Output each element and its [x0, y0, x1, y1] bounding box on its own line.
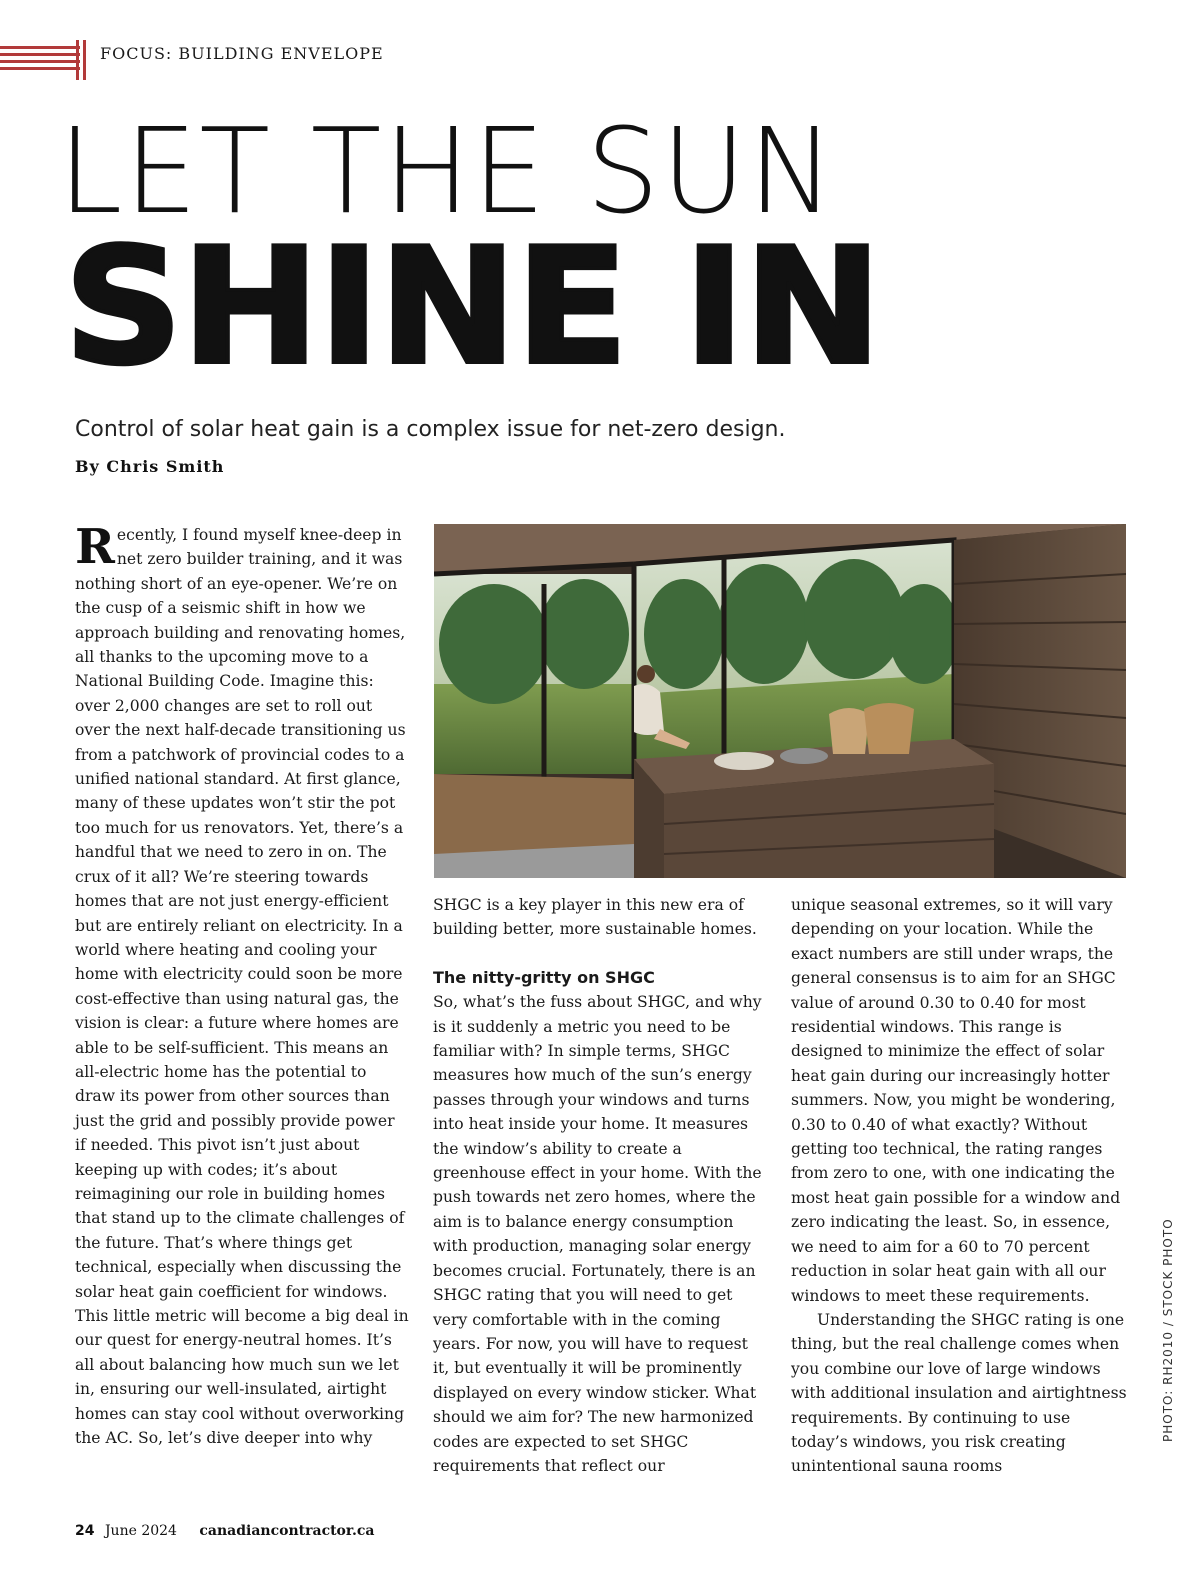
header-accent-bars — [0, 40, 80, 80]
section-subhead: The nitty-gritty on SHGC — [433, 967, 655, 987]
body-text: unique seasonal extremes, so it will vary depending on your location. While the exact numbers are still under wraps, the general consensus is to aim for an SHGC value of around 0.30 to 0.40 for most residential windows. This range is designed to minimize the effect of solar heat gain during our increasingly hotter summers. Now, you might be wondering, 0.30 to 0.40 of what exactly? Without getting too technical, the rating ranges from zero to one, with one indicating the most heat gain possible for a window and zero indicating the least. So, in essence, we need to aim for a 60 to 70 percent reduction in solar heat gain with all our windows to meet these requirements. — [791, 896, 1121, 1305]
section-label: FOCUS: BUILDING ENVELOPE — [100, 44, 384, 63]
cabin-window-photo — [434, 524, 1126, 878]
deck-subtitle: Control of solar heat gain is a complex issue for net-zero design. — [75, 417, 786, 442]
headline-line-1: LET THE SUN — [58, 102, 837, 240]
page-number: 24 — [75, 1523, 95, 1539]
byline: By Chris Smith — [75, 457, 225, 476]
body-column-3 — [791, 893, 1127, 1479]
body-text: SHGC is a key player in this new era of building better, more sustainable homes. — [433, 896, 757, 939]
headline-line-2: SHINE IN — [64, 213, 881, 400]
body-text: Understanding the SHGC rating is one thing, but the real challenge comes when you combine our love of large windows with additional insulation and airtightness requirements. By continuing to use today’s windows, you risk creating unintentional sauna rooms — [791, 1310, 1127, 1476]
photo-credit: PHOTO: RH2010 / STOCK PHOTO — [1161, 1218, 1175, 1442]
page-footer — [75, 1523, 374, 1539]
body-column-2 — [433, 893, 769, 1478]
dropcap: R — [75, 519, 115, 575]
article-photo — [434, 524, 1126, 878]
issue-date: June 2024 — [104, 1523, 177, 1539]
body-text: So, what’s the fuss about SHGC, and why is it suddenly a metric you need to be familiar with? In simple terms, SHGC measures how much of the sun’s energy passes through your windows and turns into heat inside your home. It measures the window’s ability to create a greenhouse effect in your home. With the push towards net zero homes, where the aim is to balance energy consumption with production, managing solar energy becomes crucial. Fortunately, there is an SHGC rating that you will need to get very comfortable with in the coming years. For now, you will have to request it, but eventually it will be prominently displayed on every window sticker. What should we aim for? The new harmonized codes are expected to set SHGC requirements that reflect our — [433, 993, 762, 1475]
body-text: ecently, I found myself knee-deep in net zero builder training, and it was nothing short of an eye-opener. We’re on the cusp of a seismic shift in how we approach building and renovating homes, all thanks to the upcoming move to a National Building Code. Imagine this: over 2,000 changes are set to roll out over the next half-decade transitioning us from a patchwork of provincial codes to a unified national standard. At first glance, many of these updates won’t stir the pot too much for us renovators. Yet, there’s a handful that we need to zero in on. The crux of it all? We’re steering towards homes that are not just energy-efficient but are entirely reliant on electricity. In a world where heating and cooling your home with electricity could soon be more cost-effective than using natural gas, the vision is clear: a future where homes are able to be self-sufficient. This means an all-electric home has the potential to draw its power from other sources than just the grid and possibly provide power if needed. This pivot isn’t just about keeping up with codes; it’s about reimagining our role in building homes that stand up to the climate challenges of the future. That’s where things get technical, especially when discussing the solar heat gain coefficient for windows. This little metric will become a big deal in our quest for energy-neutral homes. It’s all about balancing how much sun we let in, ensuring our well-insulated, airtight homes can stay cool without overworking the AC. So, let’s dive deeper into why — [75, 526, 409, 1448]
site-url: canadiancontractor.ca — [199, 1523, 375, 1539]
body-column-1 — [75, 519, 409, 1450]
